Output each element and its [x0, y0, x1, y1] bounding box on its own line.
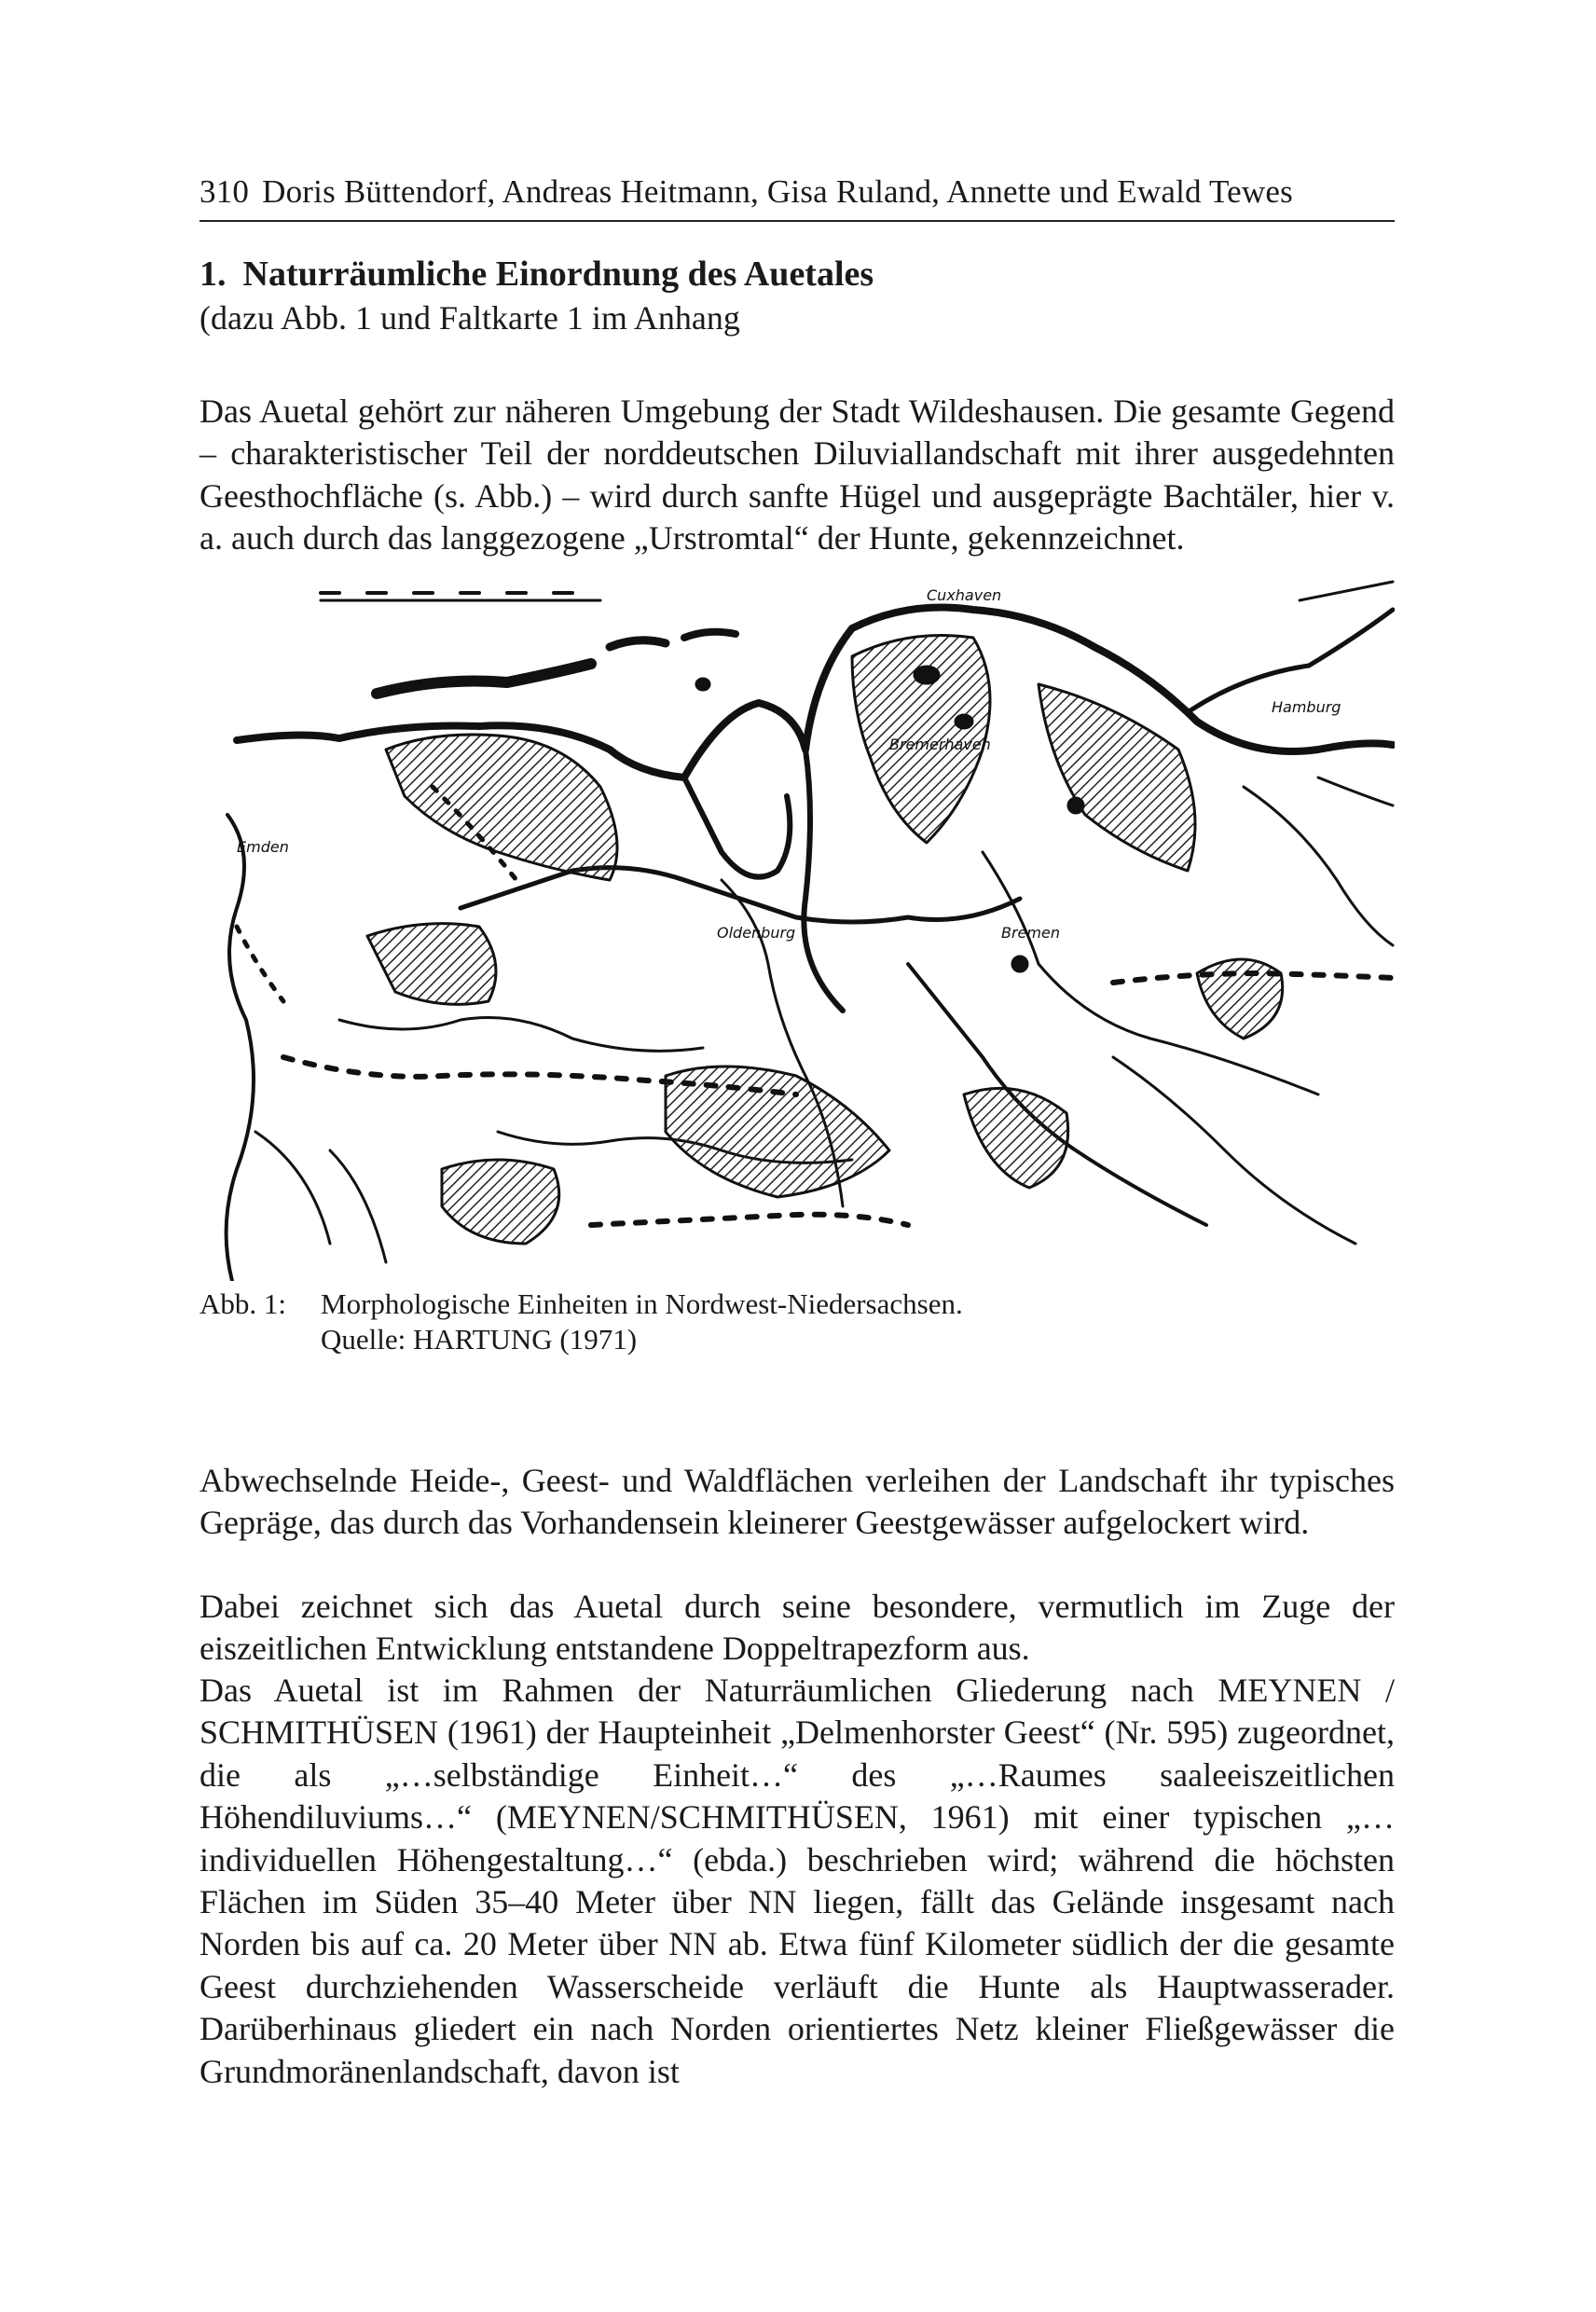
map-label-bremen: Bremen — [1001, 924, 1060, 942]
section-number: 1. — [200, 255, 227, 294]
section-heading — [200, 254, 1395, 295]
header-rule — [200, 220, 1395, 222]
scale-bar — [321, 593, 600, 600]
map-label-cuxhaven: Cuxhaven — [927, 586, 1002, 604]
map-illustration — [200, 572, 1395, 1281]
running-header — [200, 173, 1395, 211]
paragraph-landscape: Abwechselnde Heide-, Geest- und Waldflächen verleihen der Landschaft ihr typisches Gepräge, das durch das Vorhandensein kleinerer Geestgewässer aufgelockert wird. — [200, 1462, 1395, 1542]
paragraph-classification: Das Auetal ist im Rahmen der Naturräumlichen Gliederung nach MEYNEN / SCHMITHÜSEN (1961) der Haupteinheit „Delmenhorster Geest“ (Nr. 595) zugeordnet, die als „…selbständige Einheit…“ des „…Raumes saaleeiszeitlichen Höhendiluviums…“ (MEYNEN/SCHMITHÜSEN, 1961) mit einer typischen „…individuellen Höhengestaltung…“ (ebda.) beschrieben wird; während die höchsten Flächen im Süden 35–40 Meter über NN liegen, fällt das Gelände insgesamt nach Norden bis auf ca. 20 Meter über NN ab. Etwa fünf Kilometer südlich der die gesamte Geest durchziehenden Wasserscheide verläuft die Hunte als Hauptwasserader. Darüberhinaus gliedert ein nach Norden orientiertes Netz kleiner Fließgewässer die Grundmoränenlandschaft, davon ist — [200, 1672, 1395, 2090]
paragraph-intro: Das Auetal gehört zur näheren Umgebung der Stadt Wildeshausen. Die gesamte Gegend – charakteristischer Teil der norddeutschen Diluviallandschaft mit ihrer ausgedehnten Geesthochfläche (s. Abb.) – wird durch sanfte Hügel und ausgeprägte Bachtäler, hier v. a. auch durch das langgezogene „Urstromtal“ der Hunte, gekennzeichnet. — [200, 392, 1395, 557]
header-authors: Doris Büttendorf, Andreas Heitmann, Gisa Ruland, Annette und Ewald Tewes — [262, 173, 1293, 210]
caption-source: Quelle: HARTUNG (1971) — [321, 1323, 638, 1356]
paragraph-shape: Dabei zeichnet sich das Auetal durch seine besondere, vermutlich im Zuge der eiszeitlichen Entwicklung entstandene Doppeltrapezform aus. — [200, 1588, 1395, 1668]
section-subtitle: (dazu Abb. 1 und Faltkarte 1 im Anhang — [200, 299, 740, 337]
map-label-bremerhaven: Bremerhaven — [889, 736, 991, 753]
caption-label: Abb. 1: — [200, 1287, 286, 1320]
map-label-hamburg: Hamburg — [1272, 698, 1341, 716]
section-title: Naturräumliche Einordnung des Auetales — [242, 255, 874, 294]
map-label-oldenburg: Oldenburg — [717, 924, 796, 942]
document-page — [200, 0, 1395, 2312]
map-label-emden: Emden — [237, 838, 289, 856]
figure-map — [200, 572, 1395, 1281]
page-number: 310 — [200, 173, 250, 210]
caption-text: Morphologische Einheiten in Nordwest-Niedersachsen. — [321, 1287, 963, 1320]
